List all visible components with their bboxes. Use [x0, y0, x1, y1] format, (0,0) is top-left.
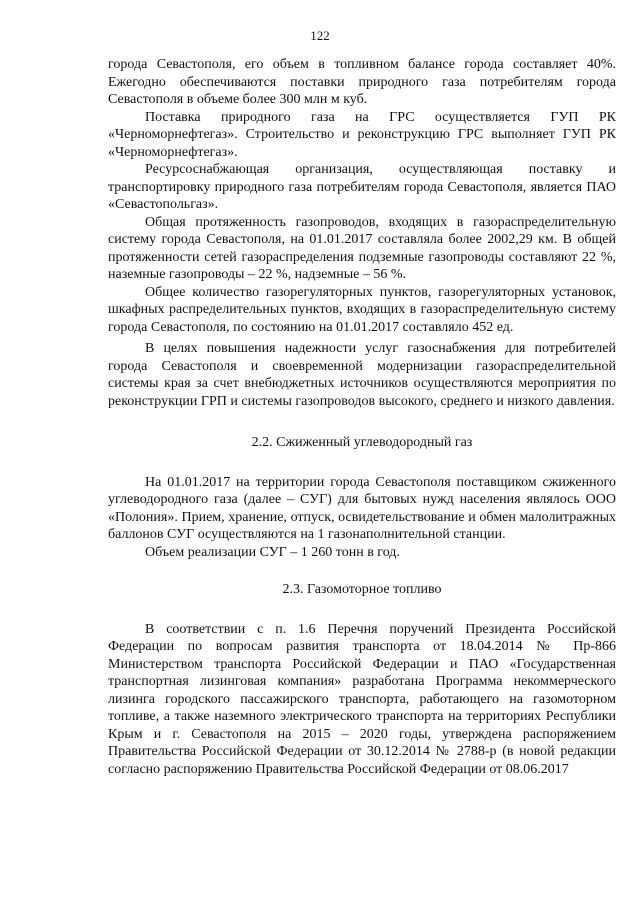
section-heading-motor-fuel: 2.3. Газомоторное топливо — [282, 582, 442, 597]
paragraph-resource-org: Ресурсоснабжающая организация, осуществляющая поставку и транспортировку природного газа потребителям города Севастополя, является ПАО «Севастопольгаз». — [108, 162, 616, 212]
paragraph-reliability: В целях повышения надежности услуг газоснабжения для потребителей города Севастополя и своевременной модернизации газораспределительной системы края за счет внебюджетных источников осуществляются мероприятия по реконструкции ГРП и системы газопроводов высокого, среднего и низкого давления. — [108, 341, 616, 409]
document-body — [108, 56, 616, 778]
paragraph-pipeline-length: Общая протяженность газопроводов, входящих в газораспределительную систему города Севастополя, на 01.01.2017 составляла более 2002,29 км. В общей протяженности сетей газораспределения подземные газопроводы составляют 22 %, наземные газопроводы – 22 %, надземные – 56 %. — [108, 214, 616, 282]
paragraph-lpg-supplier: На 01.01.2017 на территории города Севастополя поставщиком сжиженного углеводородного газа (далее – СУГ) для бытовых нужд населения являлось ООО «Полония». Прием, хранение, отпуск, освидетельствование и обмен малолитражных баллонов СУГ осуществляются на 1 газонаполнительной станции. — [108, 474, 616, 542]
paragraph-grs-supply: Поставка природного газа на ГРС осуществляется ГУП РК «Черноморнефтегаз». Строительство и реконструкцию ГРС выполняет ГУП РК «Черноморнефтегаз». — [108, 109, 616, 160]
paragraph-lpg-volume: Объем реализации СУГ – 1 260 тонн в год. — [145, 544, 400, 560]
page-number: 122 — [310, 28, 330, 43]
paragraph-regulator-points: Общее количество газорегуляторных пунктов, газорегуляторных установок, шкафных распределительных пунктов, входящих в газораспределительную систему города Севастополя, по состоянию на 01.01.2017 составляло 452 ед. — [108, 284, 616, 335]
section-heading-lpg: 2.2. Сжиженный углеводородный газ — [251, 435, 473, 450]
paragraph-continued: города Севастополя, его объем в топливном балансе города составляет 40%. Ежегодно обеспечиваются поставки природного газа потребителям города Севастополя в объеме более 300 млн м куб. — [108, 57, 616, 107]
paragraph-motor-fuel-program: В соответствии с п. 1.6 Перечня поручений Президента Российской Федерации по вопросам развития транспорта от 18.04.2014 № Пр-866 Министерством транспорта Российской Федерации и ПАО «Государственная транспортная лизинговая компания» разработана Программа некоммерческого лизинга городского пассажирского транспорта, работающего на газомоторном топливе, а также наземного электрического транспорта на территориях Республики Крым и г. Севастополя на 2015 – 2020 годы, утверждена распоряжением Правительства Российской Федерации от 30.12.2014 № 2788-р (в новой редакции согласно распоряжению Правительства Российской Федерации от 08.06.2017 — [108, 621, 616, 777]
